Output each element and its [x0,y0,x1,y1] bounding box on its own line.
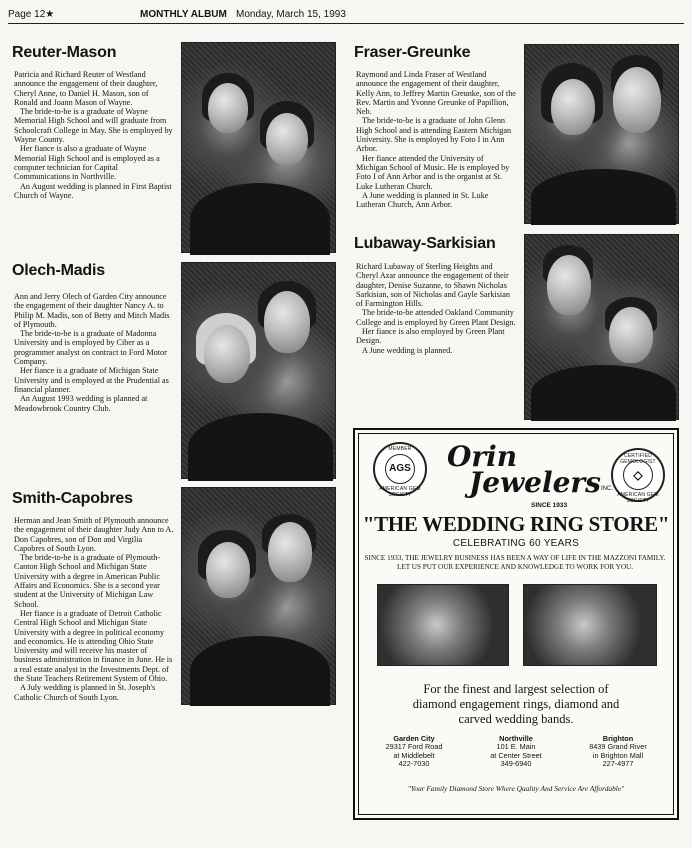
seal-core-text: AGS [385,454,415,484]
article-paragraph: Herman and Jean Smith of Plymouth announce the engagement of their daughter Judy Ann to A. Don Capobres, son of Don and Virgilia Capobres of South Lyon. [14,516,174,553]
article-paragraph: A June wedding is planned in St. Luke Lutheran Church, Ann Arbor. [356,190,489,210]
article-paragraph: The bride-to-be is a graduate of Plymouth-Canton High School and Michigan State University with a degree in American Public Affairs and Economics. She is a second year student at the University of Michigan Law School. [14,553,161,609]
store-location: at Middlebelt [393,750,435,760]
article-paragraph: Patricia and Richard Reuter of Westland announce the engagement of their daughter, Cheryl Anne, to Daniel H. Mason, son of Ronald and Joann Mason of Wayne. [14,70,158,107]
ags-member-seal [373,442,427,496]
article-paragraph: The bride-to-be is a graduate of Wayne Memorial High School and will graduate from Schoolcraft College in May. She is employed by Wayne County. [14,107,173,145]
selection-line: diamond engagement rings, diamond and [412,697,620,711]
article-paragraph: A June wedding is planned. [362,345,453,355]
brand-suffix: INC. [601,486,613,492]
fraser-greunke-photo [524,44,679,224]
article-paragraph: Richard Lubaway of Sterling Heights and Cheryl Azar announce the engagement of their daughter, Denise Suzanne, to Shawn Nicholas Sarkisian, son of Nicholas and Gayle Sarkisian of Farmington Hills. [356,262,510,309]
store-phone: 349-6940 [500,759,532,769]
seal-top-text: CERTIFIED GEMOLOGIST [620,453,656,465]
olech-madis-headline: Olech-Madis [12,262,105,279]
store-name: Brighton [602,734,634,743]
page-masthead [8,8,684,24]
fraser-greunke-headline: Fraser-Greunke [354,44,471,61]
smith-capobres-photo [181,487,336,705]
smith-capobres-article [14,516,174,702]
fraser-greunke-article [356,70,516,209]
article-paragraph: Raymond and Linda Fraser of Westland announce the engagement of their daughter, Kelly Ann, to Jeffrey Martin Greunke, son of the Rev. Martin and Yvonne Greunke of Papillion, Neb. [356,70,516,117]
jewelers-advertisement [353,428,679,820]
lubaway-sarkisian-photo [524,234,679,420]
logo-line-2: Jewelers [469,466,601,499]
lubaway-sarkisian-headline: Lubaway-Sarkisian [354,235,496,252]
store-address: 101 E. Main [496,742,536,752]
store-location: at Center Street [490,750,542,760]
article-paragraph: An August 1993 wedding is planned at Meadowbrook Country Club. [14,394,148,413]
diamond-icon: ◇ [623,460,653,490]
logo-line-1: Orin [447,440,518,473]
store-northville [467,735,565,769]
ad-headline: "THE WEDDING RING STORE" [362,512,670,536]
lubaway-sarkisian-article [356,262,516,355]
article-paragraph: Ann and Jerry Olech of Garden City announce the engagement of their daughter Nancy A. to Philip M. Madis, son of Betty and Mitch Madis of Plymouth. [14,292,170,329]
reuter-mason-photo [181,42,336,253]
store-location: in Brighton Mall [592,750,644,760]
seal-top-text: MEMBER [388,446,412,452]
store-name: Garden City [393,734,435,743]
store-brighton [569,735,667,769]
article-paragraph: The bride-to-be attended Oakland Community College and is employed by Green Plant Design. [356,308,516,327]
store-address: 29317 Ford Road [385,742,443,752]
reuter-mason-article [14,70,174,200]
ad-slogan: "Your Family Diamond Store Where Quality And Service Are Affordable" [407,784,625,793]
store-phone: 422-7030 [398,759,430,769]
store-garden-city [365,735,463,769]
article-paragraph: Her fiance is also employed by Green Plant Design. [356,327,505,346]
article-paragraph: Her fiance is also a graduate of Wayne Memorial High School and is employed as a computer technician for Capital Communications in Northville. [14,144,160,182]
olech-madis-article [14,292,174,413]
article-paragraph: The bride-to-be is a graduate of Madonna University and is employed by Ciber as a programmer analyst on contract to Ford Motor Company. [14,329,167,367]
store-address: 8439 Grand River [589,742,647,752]
rings-photo-left [377,584,509,666]
smith-capobres-headline: Smith-Capobres [12,490,133,507]
article-paragraph: Her fiance is a graduate of Michigan State University and is employed at the Prudential as financial planner. [14,366,169,394]
seal-bottom-text: AMERICAN GEM SOCIETY [617,492,659,504]
page-number: Page 12★ [8,9,55,20]
store-phone: 227-4977 [602,759,634,769]
certified-gemologist-seal [611,448,665,502]
rings-photo-right [523,584,657,666]
seal-bottom-text: AMERICAN GEM SOCIETY [379,486,421,498]
olech-madis-photo [181,262,336,479]
section-name: MONTHLY ALBUM [140,9,227,20]
store-name: Northville [499,734,533,743]
article-paragraph: Her fiance attended the University of Michigan School of Music. He is employed by Foto I of Ann Arbor and is the organist at St. Luke Lutheran Church. [356,153,510,191]
reuter-mason-headline: Reuter-Mason [12,44,117,61]
anniversary-line: CELEBRATING 60 YEARS [452,538,580,549]
jewelers-logo [447,440,601,500]
article-paragraph: Her fiance is a graduate of Detroit Catholic Central High School and Michigan State University with a degree in political economy and economics. He is attending Ohio State University and will receive his master of business administration in finance in June. He is a real estate analyst in the Investments Dept. of the State Teachers Retirement System of Ohio. [14,608,173,684]
ad-selection-text [355,682,677,727]
ad-tagline: SINCE 1933, THE JEWELRY BUSINESS HAS BEEN A WAY OF LIFE IN THE MAZZONI FAMILY. LET US PUT OUR EXPERIENCE AND KNOWLEDGE TO WORK FOR YOU. [364,554,666,571]
selection-line: carved wedding bands. [458,712,574,726]
article-paragraph: An August wedding is planned in First Baptist Church of Wayne. [14,181,172,200]
article-paragraph: The bride-to-be is a graduate of John Glenn High School and is attending Eastern Michigan University. She is employed by Foto I in Ann Arbor. [356,116,512,154]
selection-line: For the finest and largest selection of [423,682,609,696]
since-year: SINCE 1933 [531,502,568,509]
issue-date: Monday, March 15, 1993 [236,9,346,20]
article-paragraph: A July wedding is planned in St. Joseph's Catholic Church of South Lyon. [14,683,156,702]
